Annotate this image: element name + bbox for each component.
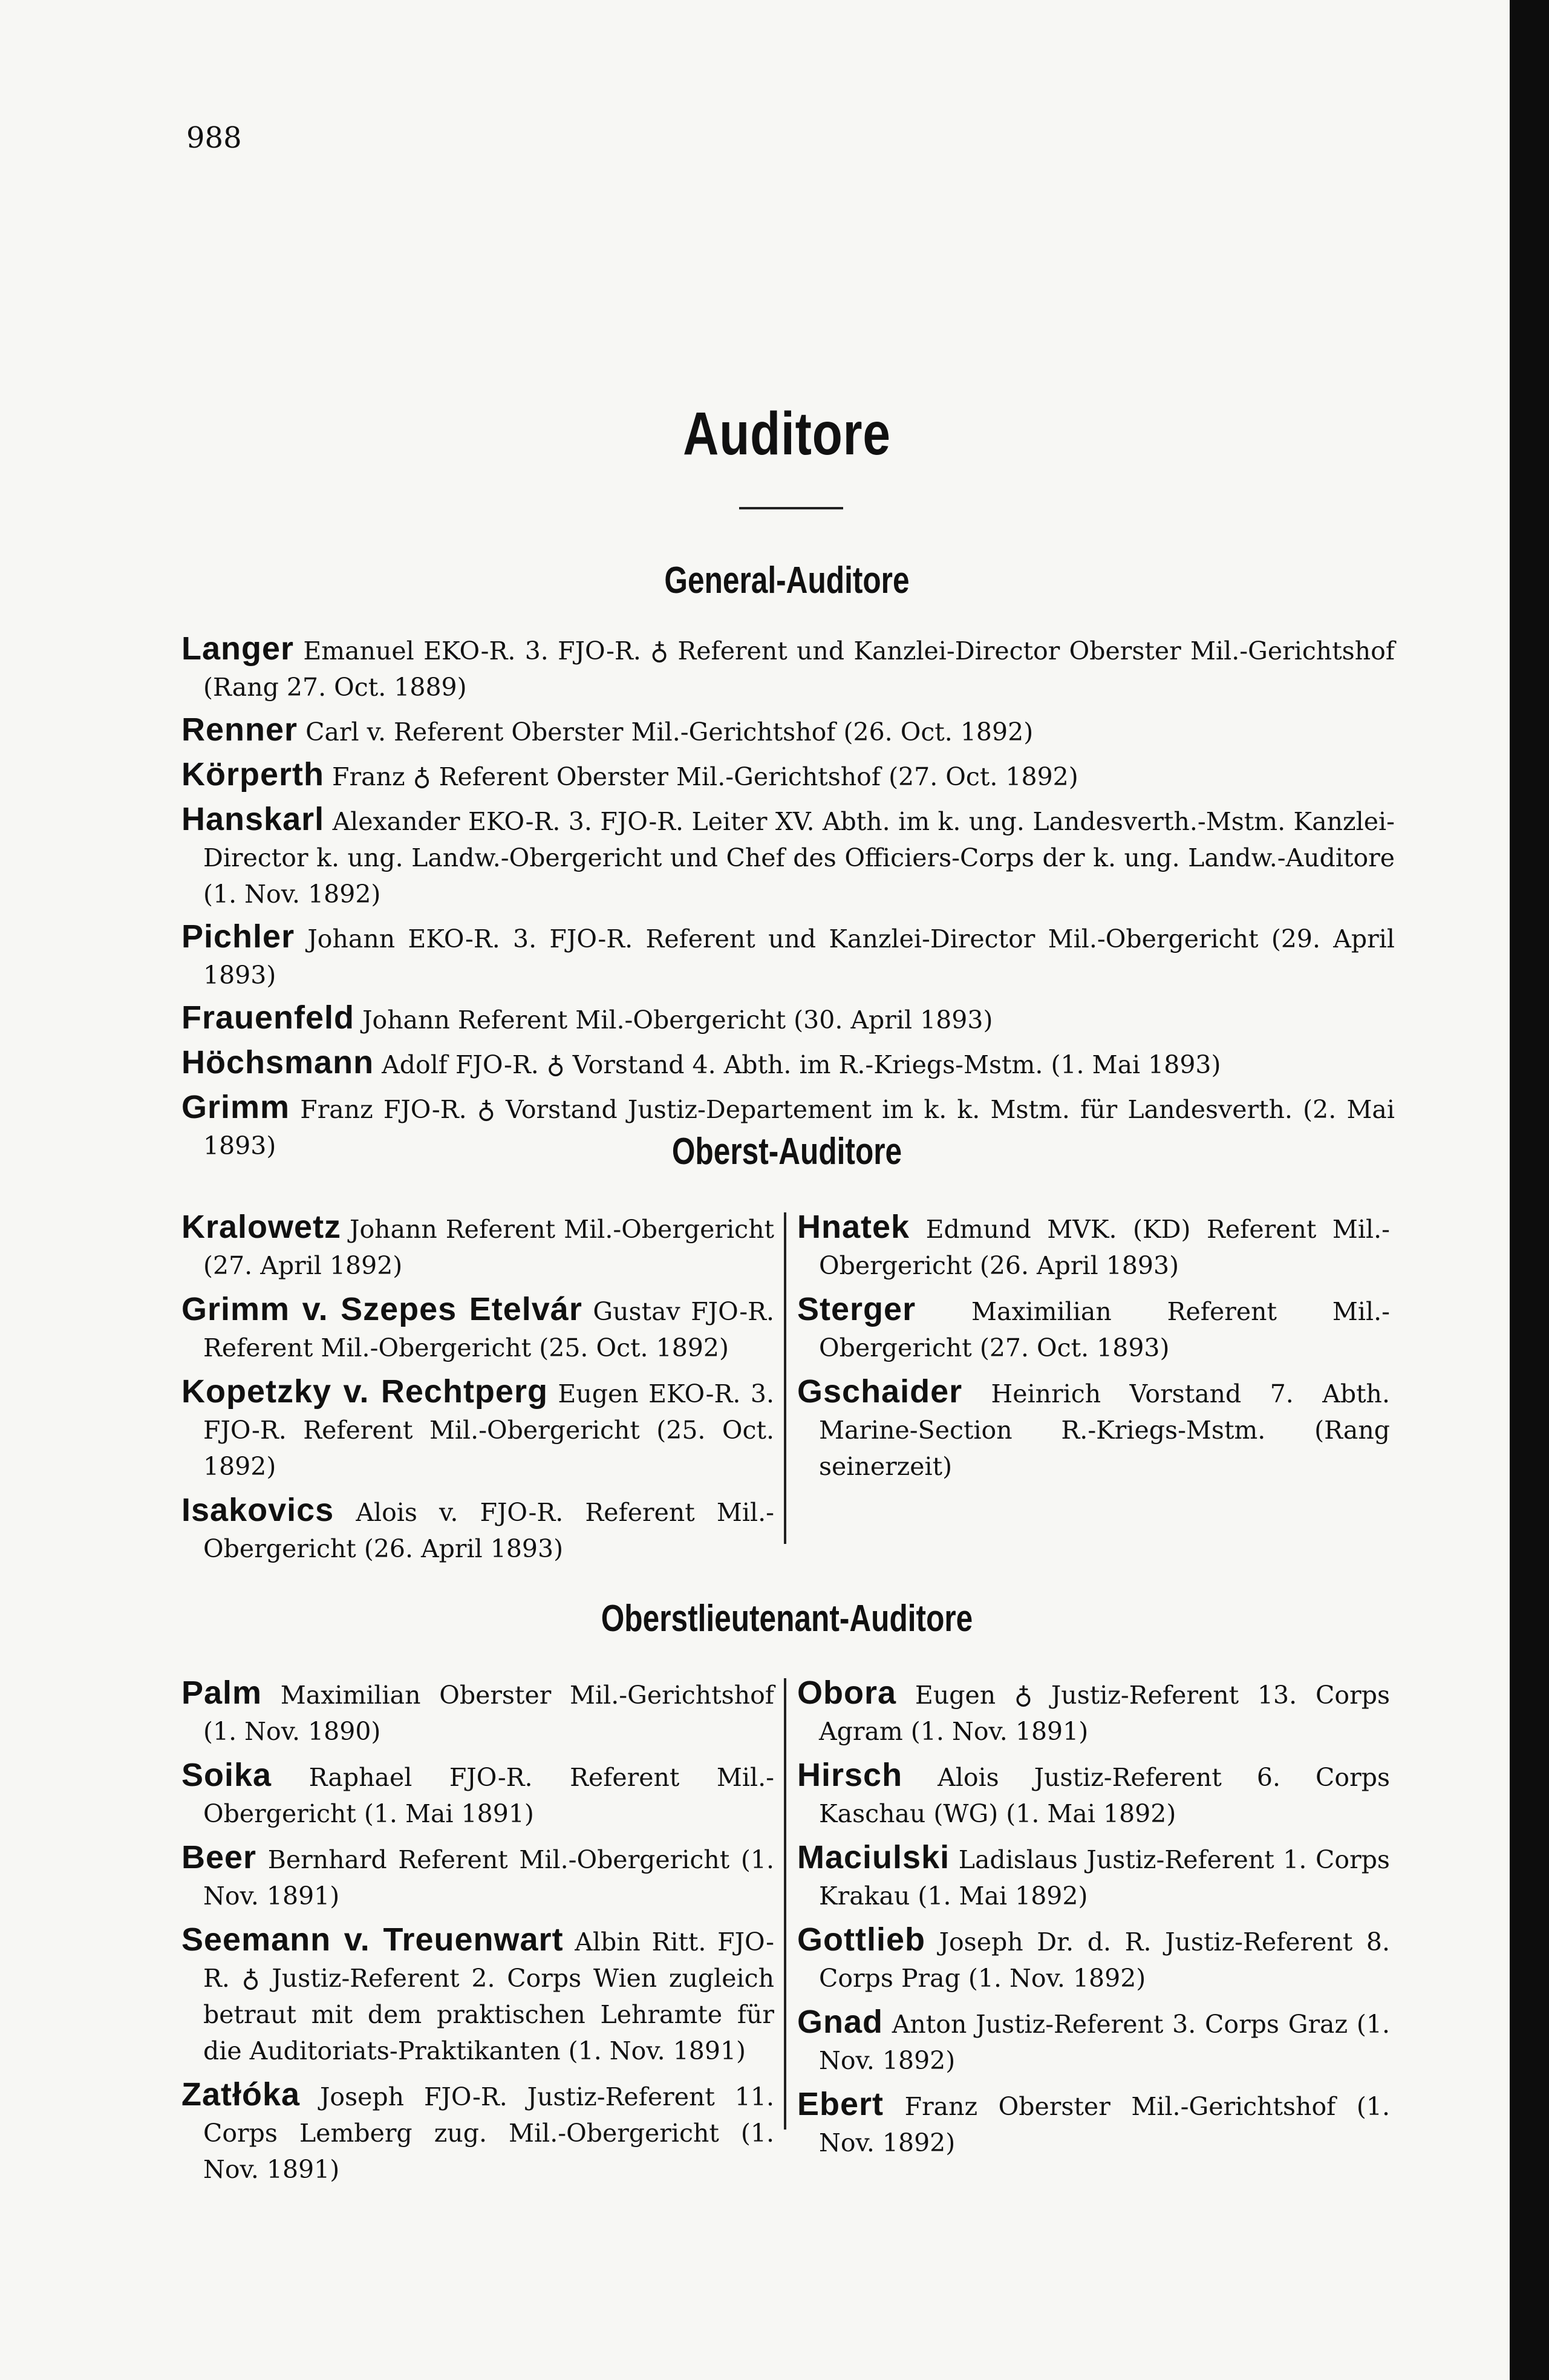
- entry-name: Körperth: [181, 756, 324, 793]
- entry-name: Pichler: [181, 918, 295, 955]
- entry-text: Adolf FJO-R. ♁ Vorstand 4. Abth. im R.-Kriegs-Mstm. (1. Mai 1893): [382, 1050, 1221, 1079]
- entry-name: Hanskarl: [181, 801, 325, 837]
- entry-text: Alois Justiz-Referent 6. Corps Kaschau (WG) (1. Mai 1892): [819, 1763, 1390, 1828]
- list-item: [181, 918, 1395, 993]
- list-item: [797, 1209, 1390, 1284]
- entry-name: Grimm: [181, 1089, 290, 1125]
- entry-text: Johann Referent Mil.-Obergericht (30. April 1893): [362, 1005, 993, 1035]
- entry-text: Alexander EKO-R. 3. FJO-R. Leiter XV. Abth. im k. ung. Landesverth.-Mstm. Kanzlei-Director k. ung. Landw.-Obergericht und Chef des Officiers-Corps der k. ung. Landw.-Auditore (1. Nov. 1892): [203, 807, 1395, 909]
- oberst-auditore-left-column: [181, 1209, 774, 1574]
- list-item: [797, 2004, 1390, 2079]
- entry-text: Albin Ritt. FJO-R. ♁ Justiz-Referent 2. Corps Wien zugleich betraut mit dem praktischen Lehramte für die Auditoriats-Praktikanten (1. Nov. 1891): [203, 1927, 774, 2065]
- entry-text: Franz FJO-R. ♁ Vorstand Justiz-Departement im k. k. Mstm. für Landesverth. (2. Mai 1893): [203, 1095, 1395, 1160]
- list-item: [181, 1209, 774, 1284]
- oberst-auditore-right-column: [797, 1209, 1390, 1492]
- entry-name: Beer: [181, 1839, 257, 1875]
- entry-name: Palm: [181, 1675, 263, 1711]
- entry-name: Seemann v. Treuenwart: [181, 1921, 564, 1958]
- section-heading-general: General-Auditore: [664, 560, 910, 601]
- list-item: [181, 801, 1395, 912]
- entry-text: Johann EKO-R. 3. FJO-R. Referent und Kanzlei-Director Mil.-Obergericht (29. April 1893): [203, 924, 1395, 990]
- entry-name: Isakovics: [181, 1492, 334, 1528]
- entry-text: Maximilian Referent Mil.-Obergericht (27. Oct. 1893): [819, 1297, 1390, 1362]
- list-item: [181, 1921, 774, 2069]
- entry-text: Raphael FJO-R. Referent Mil.-Obergericht (1. Mai 1891): [203, 1763, 774, 1828]
- entry-name: Höchsmann: [181, 1044, 374, 1080]
- list-item: [181, 1675, 774, 1750]
- list-item: [797, 1291, 1390, 1366]
- entry-name: Hirsch: [797, 1757, 903, 1793]
- entry-name: Frauenfeld: [181, 999, 355, 1036]
- entry-name: Hnatek: [797, 1209, 910, 1245]
- list-item: [181, 1044, 1395, 1083]
- oberstlieutenant-auditore-right-column: [797, 1675, 1390, 2168]
- entry-name: Soika: [181, 1757, 272, 1793]
- entry-text: Ladislaus Justiz-Referent 1. Corps Krakau (1. Mai 1892): [819, 1845, 1390, 1911]
- entry-name: Sterger: [797, 1291, 916, 1327]
- oberstlieutenant-auditore-left-column: [181, 1675, 774, 2195]
- list-item: [181, 756, 1395, 795]
- list-item: [181, 2076, 774, 2188]
- entry-text: Johann Referent Mil.-Obergericht (27. April 1892): [203, 1215, 774, 1280]
- list-item: [797, 1675, 1390, 1750]
- column-divider: [784, 1212, 786, 1544]
- list-item: [181, 1757, 774, 1832]
- section-heading-oberstlieutenant: Oberstlieutenant-Auditore: [601, 1598, 973, 1640]
- list-item: [181, 711, 1395, 750]
- entry-text: Eugen ♁ Justiz-Referent 13. Corps Agram (1. Nov. 1891): [819, 1681, 1390, 1746]
- list-item: [181, 630, 1395, 705]
- entry-text: Franz Oberster Mil.-Gerichtshof (1. Nov. 1892): [819, 2092, 1390, 2157]
- entry-name: Gottlieb: [797, 1921, 925, 1958]
- entry-name: Kralowetz: [181, 1209, 342, 1245]
- entry-name: Gnad: [797, 2004, 884, 2040]
- entry-text: Joseph FJO-R. Justiz-Referent 11. Corps Lemberg zug. Mil.-Obergericht (1. Nov. 1891): [203, 2082, 774, 2184]
- list-item: [181, 1839, 774, 1914]
- list-item: [797, 1757, 1390, 1832]
- entry-text: Edmund MVK. (KD) Referent Mil.-Obergericht (26. April 1893): [819, 1215, 1390, 1280]
- entry-name: Gschaider: [797, 1373, 963, 1410]
- entry-name: Maciulski: [797, 1839, 950, 1875]
- list-item: [797, 1373, 1390, 1485]
- entry-text: Maximilian Oberster Mil.-Gerichtshof (1. Nov. 1890): [203, 1681, 774, 1746]
- entry-text: Bernhard Referent Mil.-Obergericht (1. Nov. 1891): [203, 1845, 774, 1911]
- section-heading-oberst: Oberst-Auditore: [671, 1131, 902, 1172]
- list-item: [181, 1291, 774, 1366]
- list-item: [181, 1373, 774, 1485]
- title-divider: [739, 507, 843, 509]
- entry-name: Ebert: [797, 2086, 884, 2122]
- list-item: [797, 1839, 1390, 1914]
- column-divider: [784, 1678, 786, 2130]
- entry-text: Heinrich Vorstand 7. Abth. Marine-Section R.-Kriegs-Mstm. (Rang seinerzeit): [819, 1379, 1390, 1481]
- page-title: Auditore: [683, 400, 891, 468]
- entry-name: Kopetzky v. Rechtperg: [181, 1373, 548, 1410]
- entry-name: Langer: [181, 630, 295, 667]
- entry-text: Emanuel EKO-R. 3. FJO-R. ♁ Referent und Kanzlei-Director Oberster Mil.-Gerichtshof (Rang 27. Oct. 1889): [203, 636, 1395, 702]
- entry-text: Joseph Dr. d. R. Justiz-Referent 8. Corps Prag (1. Nov. 1892): [819, 1927, 1390, 1993]
- page-number: 988: [186, 121, 242, 155]
- entry-name: Zatłóka: [181, 2076, 301, 2113]
- general-auditore-list: [181, 630, 1395, 1170]
- list-item: [181, 1492, 774, 1567]
- entry-name: Grimm v. Szepes Etelvár: [181, 1291, 582, 1327]
- entry-text: Franz ♁ Referent Oberster Mil.-Gerichtshof (27. Oct. 1892): [332, 762, 1078, 791]
- list-item: [797, 2086, 1390, 2161]
- list-item: [797, 1921, 1390, 1996]
- entry-text: Eugen EKO-R. 3. FJO-R. Referent Mil.-Obergericht (25. Oct. 1892): [203, 1379, 774, 1481]
- entry-text: Anton Justiz-Referent 3. Corps Graz (1. Nov. 1892): [819, 2010, 1390, 2075]
- entry-text: Carl v. Referent Oberster Mil.-Gerichtshof (26. Oct. 1892): [305, 718, 1034, 747]
- entry-text: Gustav FJO-R. Referent Mil.-Obergericht (25. Oct. 1892): [203, 1297, 774, 1362]
- entry-name: Renner: [181, 711, 298, 748]
- entry-text: Alois v. FJO-R. Referent Mil.-Obergericht (26. April 1893): [203, 1498, 774, 1563]
- list-item: [181, 999, 1395, 1038]
- entry-name: Obora: [797, 1675, 897, 1711]
